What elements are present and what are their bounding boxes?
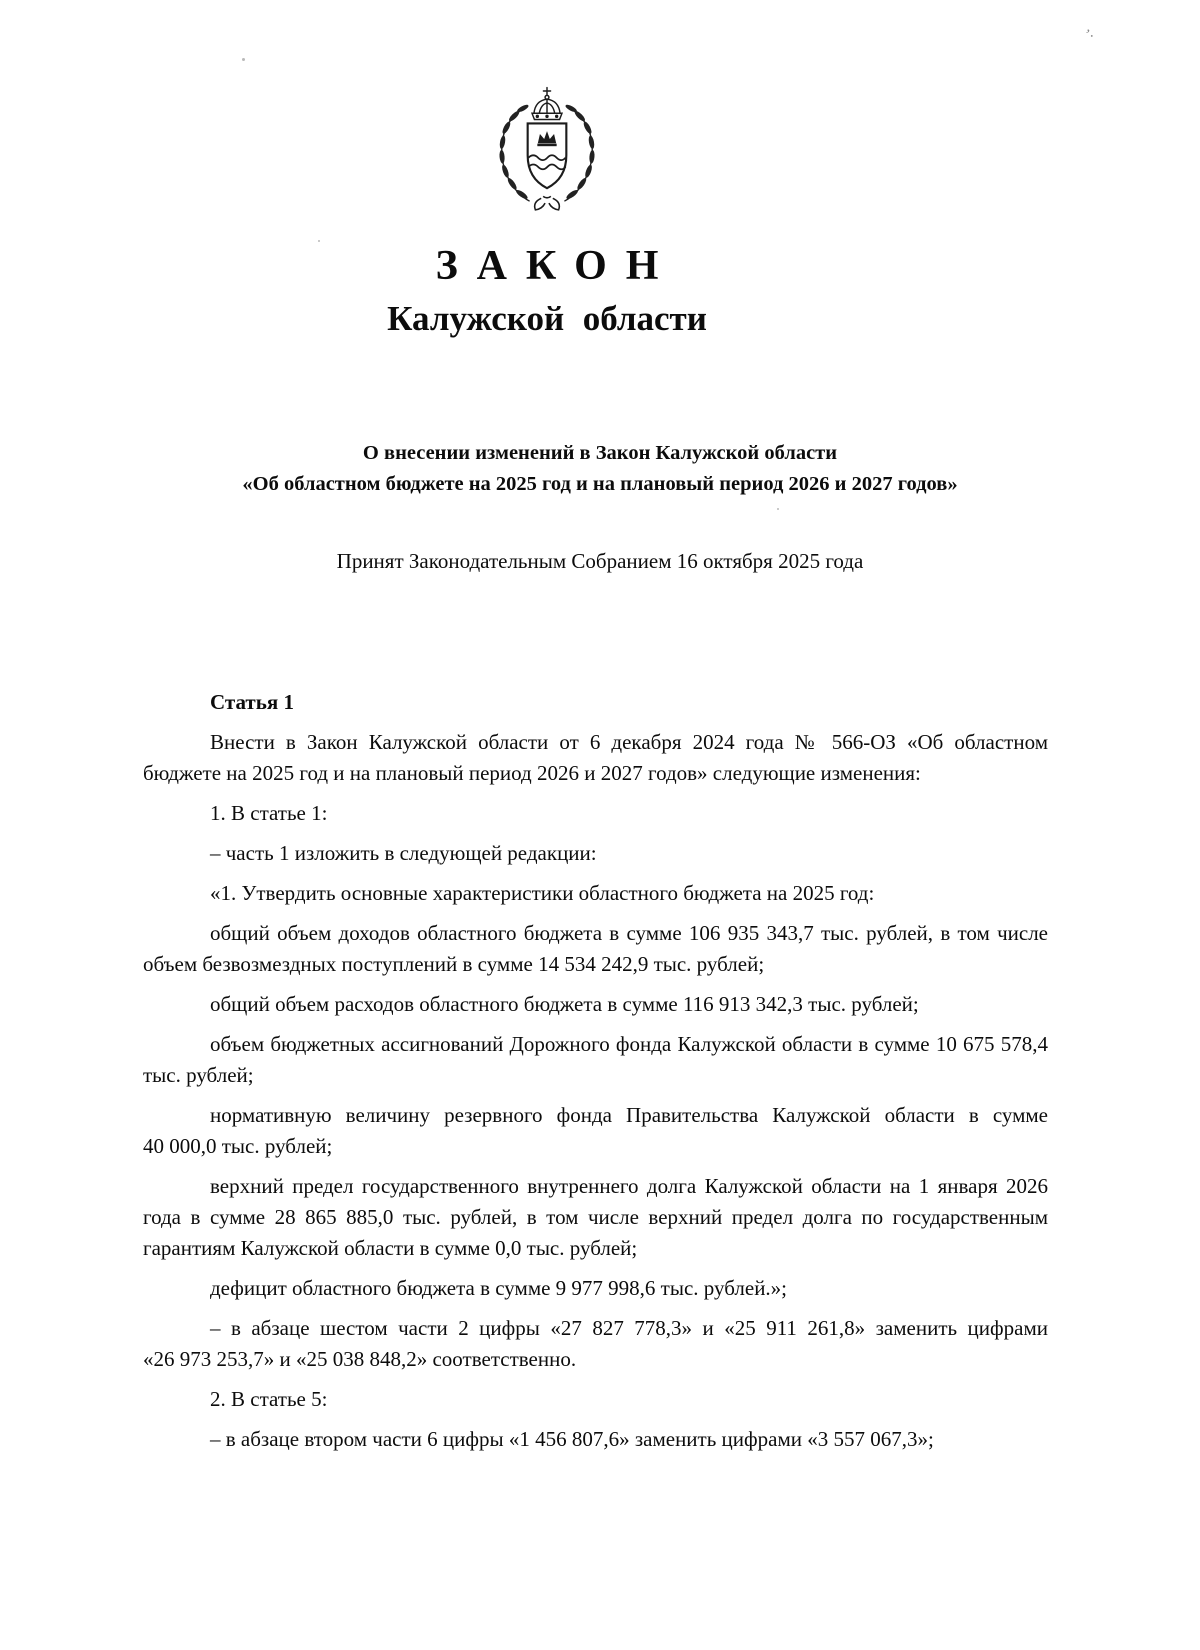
coat-of-arms [489, 84, 605, 214]
scan-artifact: ’· [1081, 26, 1097, 46]
body-paragraph: – в абзаце шестом части 2 цифры «27 827 778,3» и «25 911 261,8» заменить цифрами «26 973 253,7» и «25 038 848,2» соответственно. [143, 1316, 1048, 1371]
title-line-2: «Об областном бюджете на 2025 год и на плановый период 2026 и 2027 годов» [242, 473, 958, 495]
region-title: Калужской области [387, 299, 707, 338]
body-paragraph: – в абзаце втором части 6 цифры «1 456 807,6» заменить цифрами «3 557 067,3»; [210, 1427, 934, 1451]
body-paragraph: верхний предел государственного внутреннего долга Калужской области на 1 января 2026 года в сумме 28 865 885,0 тыс. рублей, в том числе верхний предел долга по государственным гарантиям Калужской области в сумме 0,0 тыс. рублей; [143, 1174, 1048, 1260]
body-paragraph: – часть 1 изложить в следующей редакции: [210, 841, 597, 865]
body-paragraph: нормативную величину резервного фонда Правительства Калужской области в сумме 40 000,0 тыс. рублей; [143, 1103, 1048, 1158]
body-paragraph: 2. В статье 5: [210, 1387, 328, 1411]
scan-speck [777, 508, 779, 510]
title-line-1: О внесении изменений в Закон Калужской области [362, 442, 838, 464]
document-subject-title [0, 438, 1200, 500]
document-body [143, 687, 1048, 1455]
body-paragraph: дефицит областного бюджета в сумме 9 977 998,6 тыс. рублей.»; [210, 1276, 788, 1300]
body-paragraph: 1. В статье 1: [210, 801, 328, 825]
body-paragraph: общий объем доходов областного бюджета в сумме 106 935 343,7 тыс. рублей, в том числе объем безвозмездных поступлений в сумме 14 534 242,9 тыс. рублей; [143, 921, 1048, 976]
adoption-line: Принят Законодательным Собранием 16 октября 2025 года [336, 549, 864, 573]
coat-of-arms-icon [489, 84, 605, 214]
body-paragraph: «1. Утвердить основные характеристики областного бюджета на 2025 год: [210, 881, 875, 905]
document-type-title [0, 245, 1147, 287]
letterhead [0, 0, 1147, 336]
article-1-heading: Статья 1 [210, 690, 294, 714]
body-paragraph: Внести в Закон Калужской области от 6 декабря 2024 года № 566-ОЗ «Об областном бюджете на 2025 год и на плановый период 2026 и 2027 годов» следующие изменения: [143, 730, 1048, 785]
body-paragraph: общий объем расходов областного бюджета в сумме 116 913 342,3 тыс. рублей; [210, 992, 919, 1016]
document-type-text: ЗАКОН [435, 243, 678, 289]
body-paragraph: объем бюджетных ассигнований Дорожного фонда Калужской области в сумме 10 675 578,4 тыс. рублей; [143, 1032, 1048, 1087]
